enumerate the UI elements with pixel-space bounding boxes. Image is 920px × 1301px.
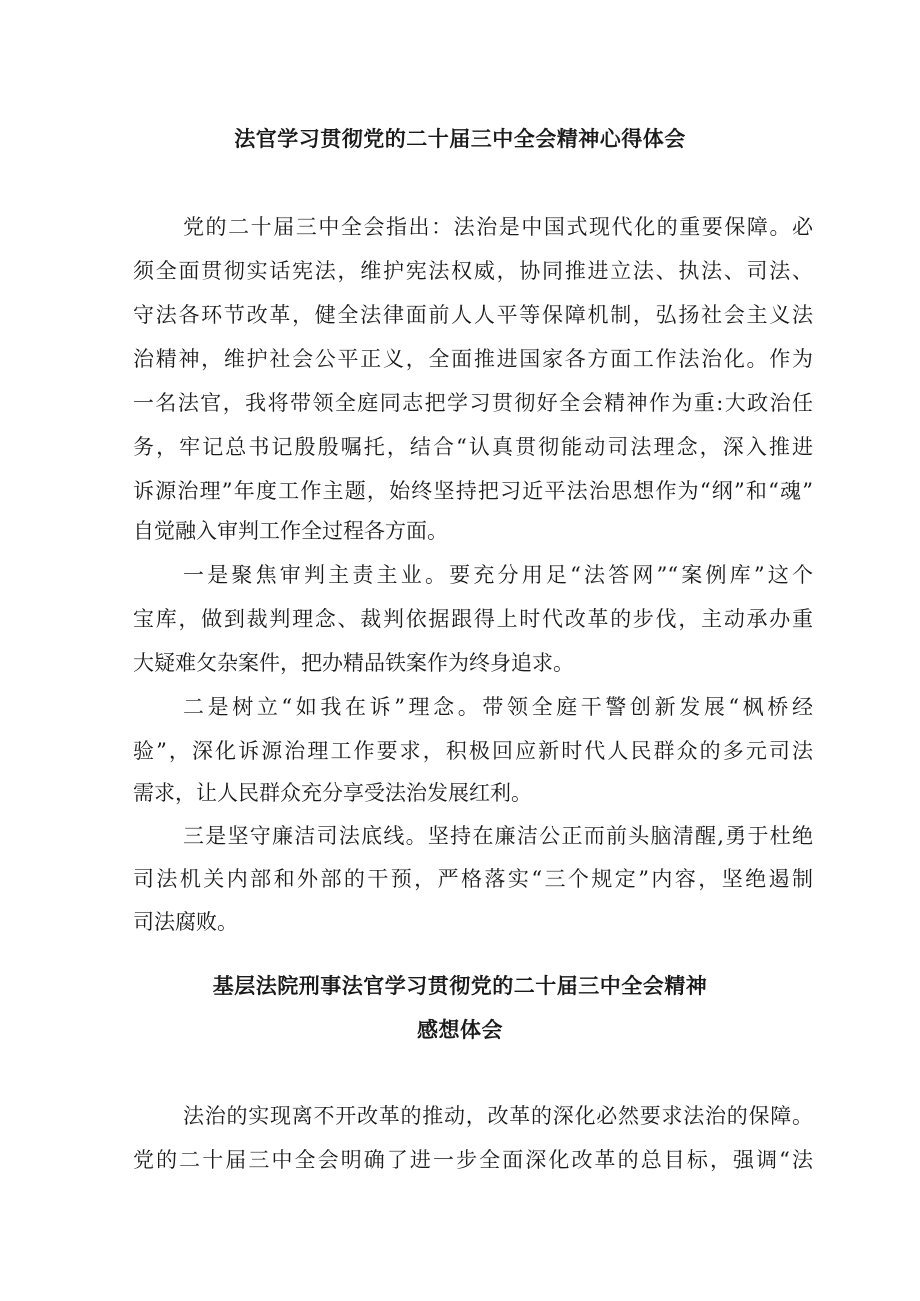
paragraph-3-line: 验”，深化诉源治理工作要求，积极回应新时代人民群众的多元司法	[133, 739, 813, 763]
paragraph-3-line: 二是树立“如我在诉”理念。带领全庭干警创新发展“枫桥经	[183, 695, 813, 719]
paragraph-1-line: 诉源治理”年度工作主题，始终坚持把习近平法治思想作为“纲”和“魂”	[133, 479, 813, 503]
paragraph-2-line: 大疑难攵杂案件，把办精品铁案作为终身追求。	[133, 651, 574, 675]
paragraph-4-line: 三是坚守廉洁司法底线。坚持在廉洁公正而前头脑清醒,勇于杜绝	[183, 824, 813, 848]
document-title: 法官学习贯彻党的二十届三中全会精神心得体会	[234, 127, 686, 151]
paragraph-4-line: 司法机关内部和外部的干预，严格落实“三个规定”内容，坚绝遏制	[133, 867, 813, 891]
paragraph-4-line: 司法腐败。	[133, 910, 238, 934]
section-title-line-2: 感想体会	[417, 1018, 503, 1042]
paragraph-2-line: 一是聚焦审判主责主业。要充分用足“法答网”“案例库”这个	[183, 563, 813, 587]
paragraph-2-line: 宝库，做到裁判理念、裁判依据跟得上时代改革的步伐，主动承办重	[133, 607, 813, 631]
paragraph-3-line: 需求，让人民群众充分享受法治发展红利。	[133, 781, 532, 805]
paragraph-1-line: 自觉融入审判工作全过程各方面。	[133, 519, 448, 543]
paragraph-1-line: 守法各环节改革，健全法律面前人人平等保障机制，弘扬社会主义法	[133, 303, 813, 327]
paragraph-1-line: 一名法官，我将带领全庭同志把学习贯彻好全会精神作为重:大政治任	[133, 391, 813, 415]
paragraph-5-line: 党的二十届三中全会明确了进一步全面深化改革的总目标，强调“法	[133, 1148, 813, 1172]
paragraph-5-line: 法治的实现离不开改革的推动，改革的深化必然要求法治的保障。	[183, 1104, 813, 1128]
paragraph-1-line: 党的二十届三中全会指出：法治是中国式现代化的重要保障。必	[183, 215, 813, 239]
paragraph-1-line: 务，牢记总书记殷殷嘱托，结合“认真贯彻能动司法理念，深入推进	[133, 435, 813, 459]
paragraph-1-line: 须全面贯彻实话宪法，维护宪法权威，协同推进立法、执法、司法、	[133, 259, 813, 283]
section-title-line-1: 基层法院刑事法官学习贯彻党的二十届三中全会精神	[212, 974, 708, 998]
paragraph-1-line: 治精神，维护社会公平正义，全面推进国家各方面工作法治化。作为	[133, 347, 813, 371]
